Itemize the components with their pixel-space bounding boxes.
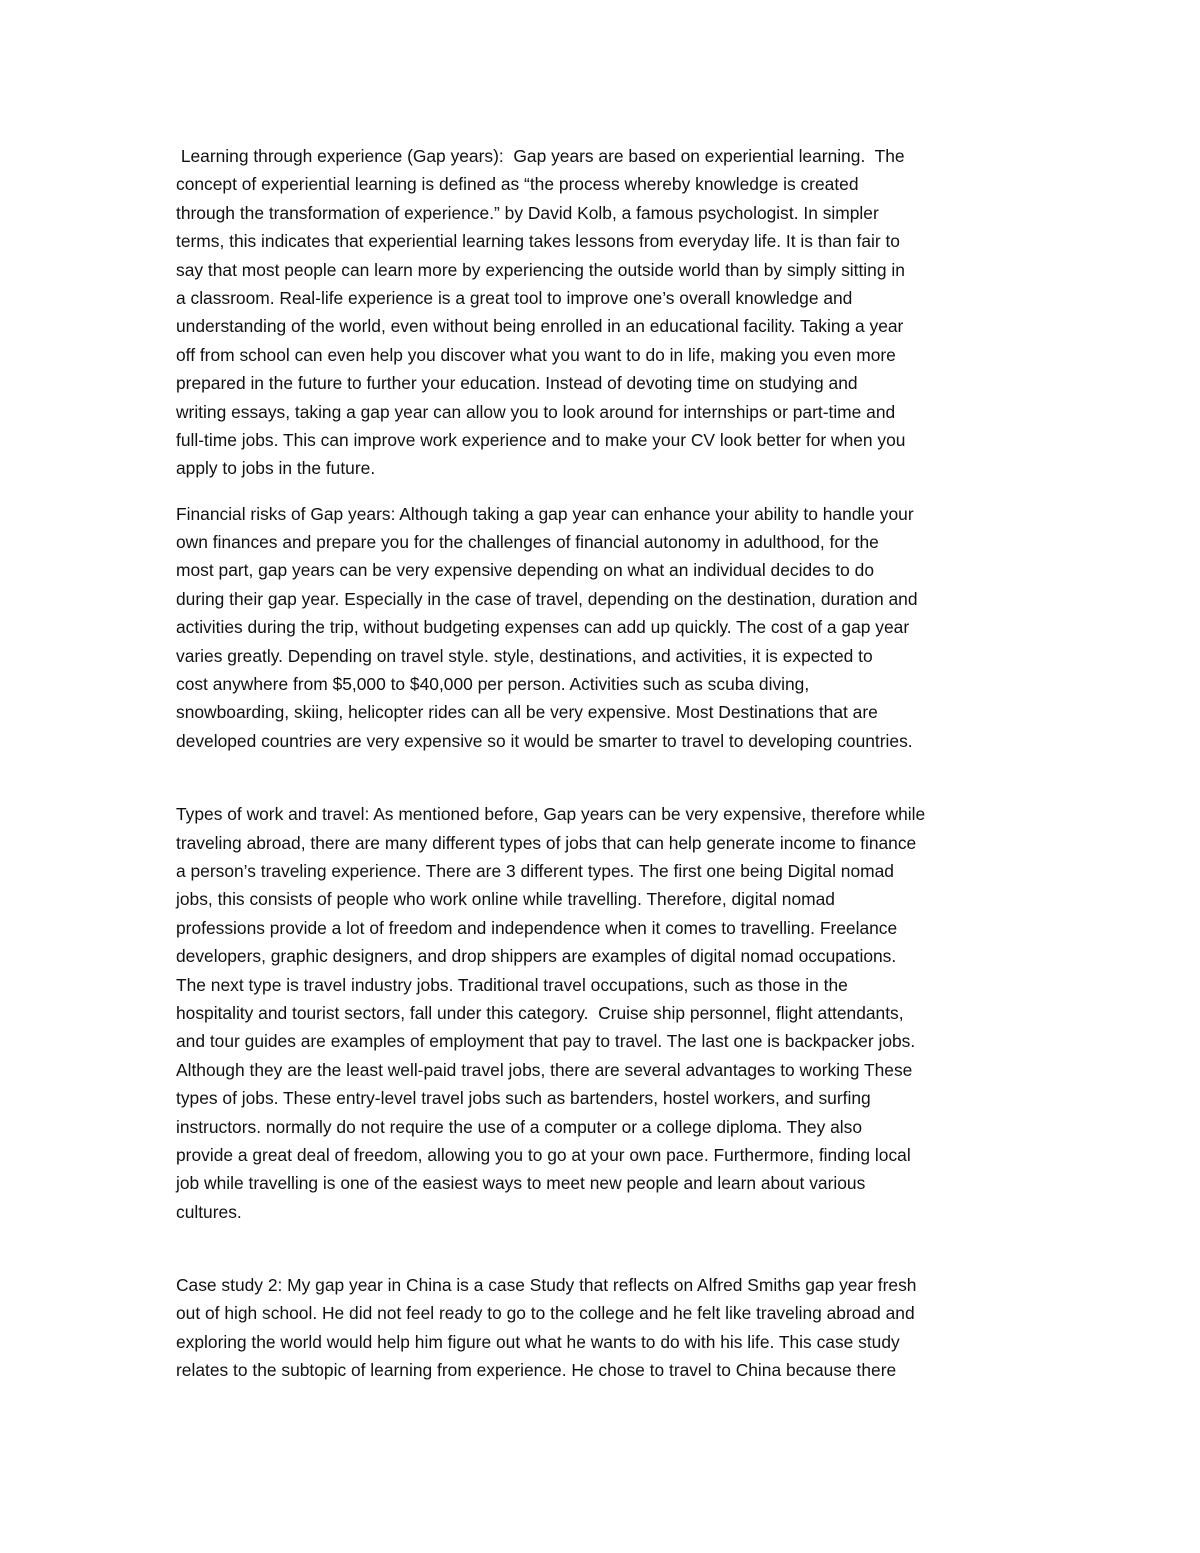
text-line: developed countries are very expensive so it would be smarter to travel to developing countries. [176, 730, 913, 751]
text-line: types of jobs. These entry-level travel jobs such as bartenders, hostel workers, and surfing [176, 1088, 871, 1109]
text-line: a person’s traveling experience. There are 3 different types. The first one being Digital nomad [176, 860, 894, 881]
text-line: through the transformation of experience.” by David Kolb, a famous psychologist. In simpler [176, 202, 879, 223]
text-line: professions provide a lot of freedom and independence when it comes to travelling. Freelance [176, 917, 898, 938]
text-line: during their gap year. Especially in the case of travel, depending on the destination, duration and [176, 588, 918, 609]
paragraph-financial-risks [176, 500, 1026, 756]
text-line: The next type is travel industry jobs. Traditional travel occupations, such as those in the [176, 974, 848, 995]
text-line: Types of work and travel: As mentioned before, Gap years can be very expensive, therefore while [176, 804, 926, 825]
text-line: concept of experiential learning is defined as “the process whereby knowledge is created [176, 174, 859, 195]
text-line: Financial risks of Gap years: Although taking a gap year can enhance your ability to handle your [176, 503, 914, 524]
text-line: prepared in the future to further your education. Instead of devoting time on studying and [176, 373, 858, 394]
text-line: say that most people can learn more by experiencing the outside world than by simply sitting in [176, 259, 905, 280]
paragraph-spacer [176, 755, 1026, 800]
text-line: terms, this indicates that experiential learning takes lessons from everyday life. It is than fair to [176, 231, 900, 252]
text-line: traveling abroad, there are many different types of jobs that can help generate income to finance [176, 832, 917, 853]
text-line: a classroom. Real-life experience is a great tool to improve one’s overall knowledge and [176, 287, 853, 308]
text-line: jobs, this consists of people who work online while travelling. Therefore, digital nomad [176, 889, 835, 910]
text-line: off from school can even help you discover what you want to do in life, making you even more [176, 344, 896, 365]
text-line: job while travelling is one of the easiest ways to meet new people and learn about various [176, 1173, 866, 1194]
text-line: understanding of the world, even without being enrolled in an educational facility. Taking a year [176, 316, 904, 337]
text-line: Case study 2: My gap year in China is a case Study that reflects on Alfred Smiths gap year fresh [176, 1275, 917, 1296]
text-line: relates to the subtopic of learning from experience. He chose to travel to China because there [176, 1360, 897, 1381]
paragraph-spacer [176, 483, 1026, 500]
text-line: full-time jobs. This can improve work experience and to make your CV look better for when you [176, 429, 906, 450]
text-line: out of high school. He did not feel ready to go to the college and he felt like traveling abroad and [176, 1303, 915, 1324]
text-line: hospitality and tourist sectors, fall under this category. Cruise ship personnel, flight attendants, [176, 1002, 904, 1023]
text-line: cultures. [176, 1201, 242, 1222]
text-line: Although they are the least well-paid travel jobs, there are several advantages to working These [176, 1059, 913, 1080]
text-line: exploring the world would help him figure out what he wants to do with his life. This case study [176, 1331, 900, 1352]
paragraph-case-study-2 [176, 1271, 1026, 1385]
text-line: instructors. normally do not require the use of a computer or a college diploma. They also [176, 1116, 862, 1137]
paragraph-learning-through-experience [176, 142, 1026, 483]
text-line: snowboarding, skiing, helicopter rides can all be very expensive. Most Destinations that are [176, 702, 878, 723]
text-line: own finances and prepare you for the challenges of financial autonomy in adulthood, for the [176, 532, 879, 553]
text-line: and tour guides are examples of employment that pay to travel. The last one is backpacker jobs. [176, 1031, 916, 1052]
text-line: apply to jobs in the future. [176, 458, 376, 479]
text-line: provide a great deal of freedom, allowing you to go at your own pace. Furthermore, finding local [176, 1144, 911, 1165]
paragraph-spacer [176, 1226, 1026, 1271]
paragraph-types-of-work-and-travel [176, 800, 1026, 1226]
text-line: most part, gap years can be very expensive depending on what an individual decides to do [176, 560, 875, 581]
text-line: writing essays, taking a gap year can allow you to look around for internships or part-time and [176, 401, 896, 422]
text-line: developers, graphic designers, and drop shippers are examples of digital nomad occupations. [176, 946, 897, 967]
text-line: cost anywhere from $5,000 to $40,000 per person. Activities such as scuba diving, [176, 674, 810, 695]
text-line: Learning through experience (Gap years): Gap years are based on experiential learning. The [176, 146, 905, 166]
text-line: varies greatly. Depending on travel style. style, destinations, and activities, it is expected to [176, 645, 873, 666]
text-line: activities during the trip, without budgeting expenses can add up quickly. The cost of a gap year [176, 617, 910, 638]
document-body [176, 142, 1026, 1385]
